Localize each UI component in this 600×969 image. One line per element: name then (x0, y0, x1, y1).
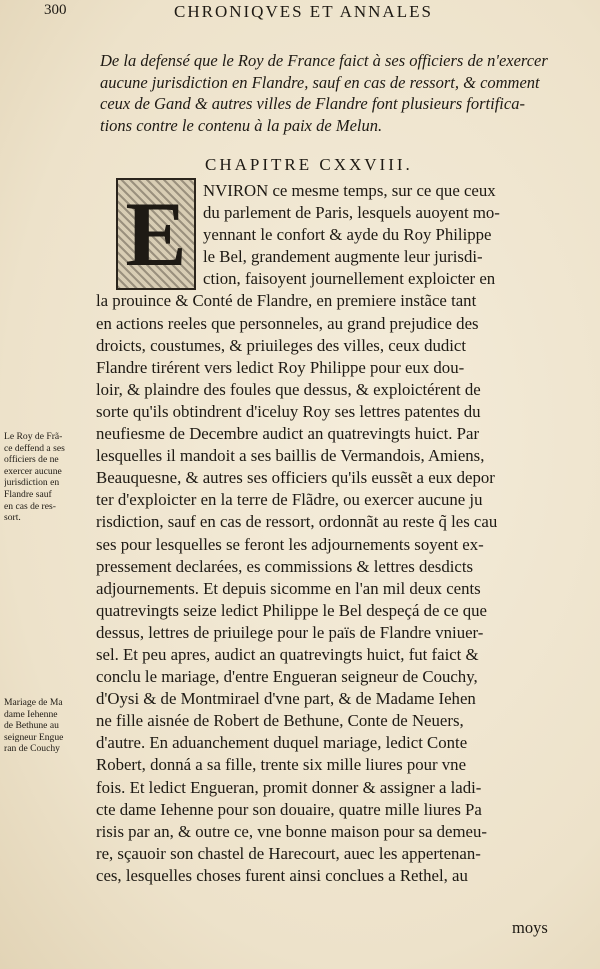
margin-line: dame Iehenne (4, 708, 58, 720)
text-line: d'autre. En aduanchement duquel mariage, ledict Conte (96, 733, 468, 753)
summary-line: tions contre le contenu à la paix de Melun. (100, 115, 383, 135)
text-line: re, sçauoir son chastel de Harecourt, auec les appertenan- (96, 843, 481, 863)
text-line: quatrevingts seize ledict Philippe le Bel despeçá de ce que (96, 600, 487, 620)
text-line: ter d'exploicter en la terre de Flãdre, ou exercer aucune ju (96, 490, 483, 510)
text-line: sorte qu'ils obtindrent d'iceluy Roy ses lettres patentes du (96, 401, 481, 421)
marginal-note-marriage (4, 697, 90, 755)
margin-line: officiers de ne (4, 454, 59, 466)
chapter-heading: CHAPITRE CXXVIII. (205, 155, 413, 174)
text-line: sel. Et peu apres, audict an quatrevingts huict, fut faict & (96, 644, 479, 664)
margin-line: ran de Couchy (4, 743, 60, 755)
margin-line: exercer aucune (4, 465, 62, 477)
text-line: droicts, coustumes, & priuileges des villes, ceux dudict (96, 335, 467, 355)
text-line: loir, & plaindre des foules que dessus, & exploictérent de (96, 379, 481, 399)
margin-line: sort. (4, 512, 21, 524)
text-line: le Bel, grandement augmente leur jurisdi- (203, 247, 483, 267)
text-line: en actions reeles que personneles, au grand prejudice des (96, 313, 479, 333)
margin-line: en cas de res- (4, 500, 56, 512)
text-line: pressement declarées, es commissions & lettres desdicts (96, 556, 474, 576)
margin-line: Mariage de Ma (4, 697, 63, 708)
text-line: Robert, donná a sa fille, trente six mille liures pour vne (96, 755, 467, 775)
body-text (96, 180, 566, 887)
text-line: NVIRON ce mesme temps, sur ce que ceux (203, 181, 496, 200)
text-line: Beauquesne, & autres ses officiers qu'ils eussẽt a eux depor (96, 468, 495, 488)
catchword: moys (512, 918, 548, 937)
text-line: d'Oysi & de Montmirael d'vne part, & de Madame Iehen (96, 689, 476, 709)
running-title: CHRONIQVES ET ANNALES (174, 2, 433, 21)
summary-line: ceux de Gand & autres villes de Flandre font plusieurs fortifica- (100, 94, 525, 114)
text-line: ne fille aisnée de Robert de Bethune, Conte de Neuers, (96, 711, 464, 731)
text-line: yennant le confort & ayde du Roy Philippe (203, 225, 492, 245)
text-line: risdiction, sauf en cas de ressort, ordonnãt au reste q̃ les cau (96, 512, 498, 532)
summary-line: De la defensé que le Roy de France faict à ses officiers de n'exercer (100, 51, 548, 70)
text-line: Flandre tirérent vers ledict Roy Philippe pour eux dou- (96, 357, 465, 377)
summary-line: aucune jurisdiction en Flandre, sauf en cas de ressort, & comment (100, 72, 540, 92)
text-line: adjournements. Et depuis sicomme en l'an mil deux cents (96, 578, 481, 598)
text-line: lesquelles il mandoit a ses baillis de Vermandois, Amiens, (96, 446, 485, 466)
initial-letter: E (125, 183, 187, 285)
text-line: neufiesme de Decembre audict an quatrevingts huict. Par (96, 424, 480, 444)
text-line: fois. Et ledict Engueran, promit donner & assigner a ladi- (96, 777, 482, 797)
text-line: la prouince & Conté de Flandre, en premiere instãce tant (96, 291, 477, 311)
margin-line: de Bethune au (4, 720, 59, 732)
margin-line: ce deffend a ses (4, 442, 65, 454)
text-line: ses pour lesquelles se feront les adjournements soyent ex- (96, 534, 484, 554)
margin-line: jurisdiction en (4, 477, 60, 489)
text-line: ces, lesquelles choses furent ainsi conclues a Rethel, au (96, 865, 468, 885)
margin-line: Flandre sauf (4, 488, 52, 500)
marginal-note-ordinance (4, 431, 90, 524)
chapter-summary (100, 50, 570, 136)
text-line: du parlement de Paris, lesquels auoyent mo- (203, 203, 500, 223)
margin-line: Le Roy de Frã- (4, 431, 63, 442)
text-line: ction, faisoyent journellement exploicter en (203, 269, 496, 289)
margin-line: seigneur Engue (4, 731, 64, 743)
text-line: dessus, lettres de priuilege pour le païs de Flandre vniuer- (96, 622, 484, 642)
text-line: conclu le mariage, d'entre Engueran seigneur de Couchy, (96, 667, 478, 687)
page-number: 300 (44, 2, 67, 18)
text-line: risis par an, & outre ce, vne bonne maison pour sa demeu- (96, 821, 487, 841)
text-line: cte dame Iehenne pour son douaire, quatre mille liures Pa (96, 799, 482, 819)
